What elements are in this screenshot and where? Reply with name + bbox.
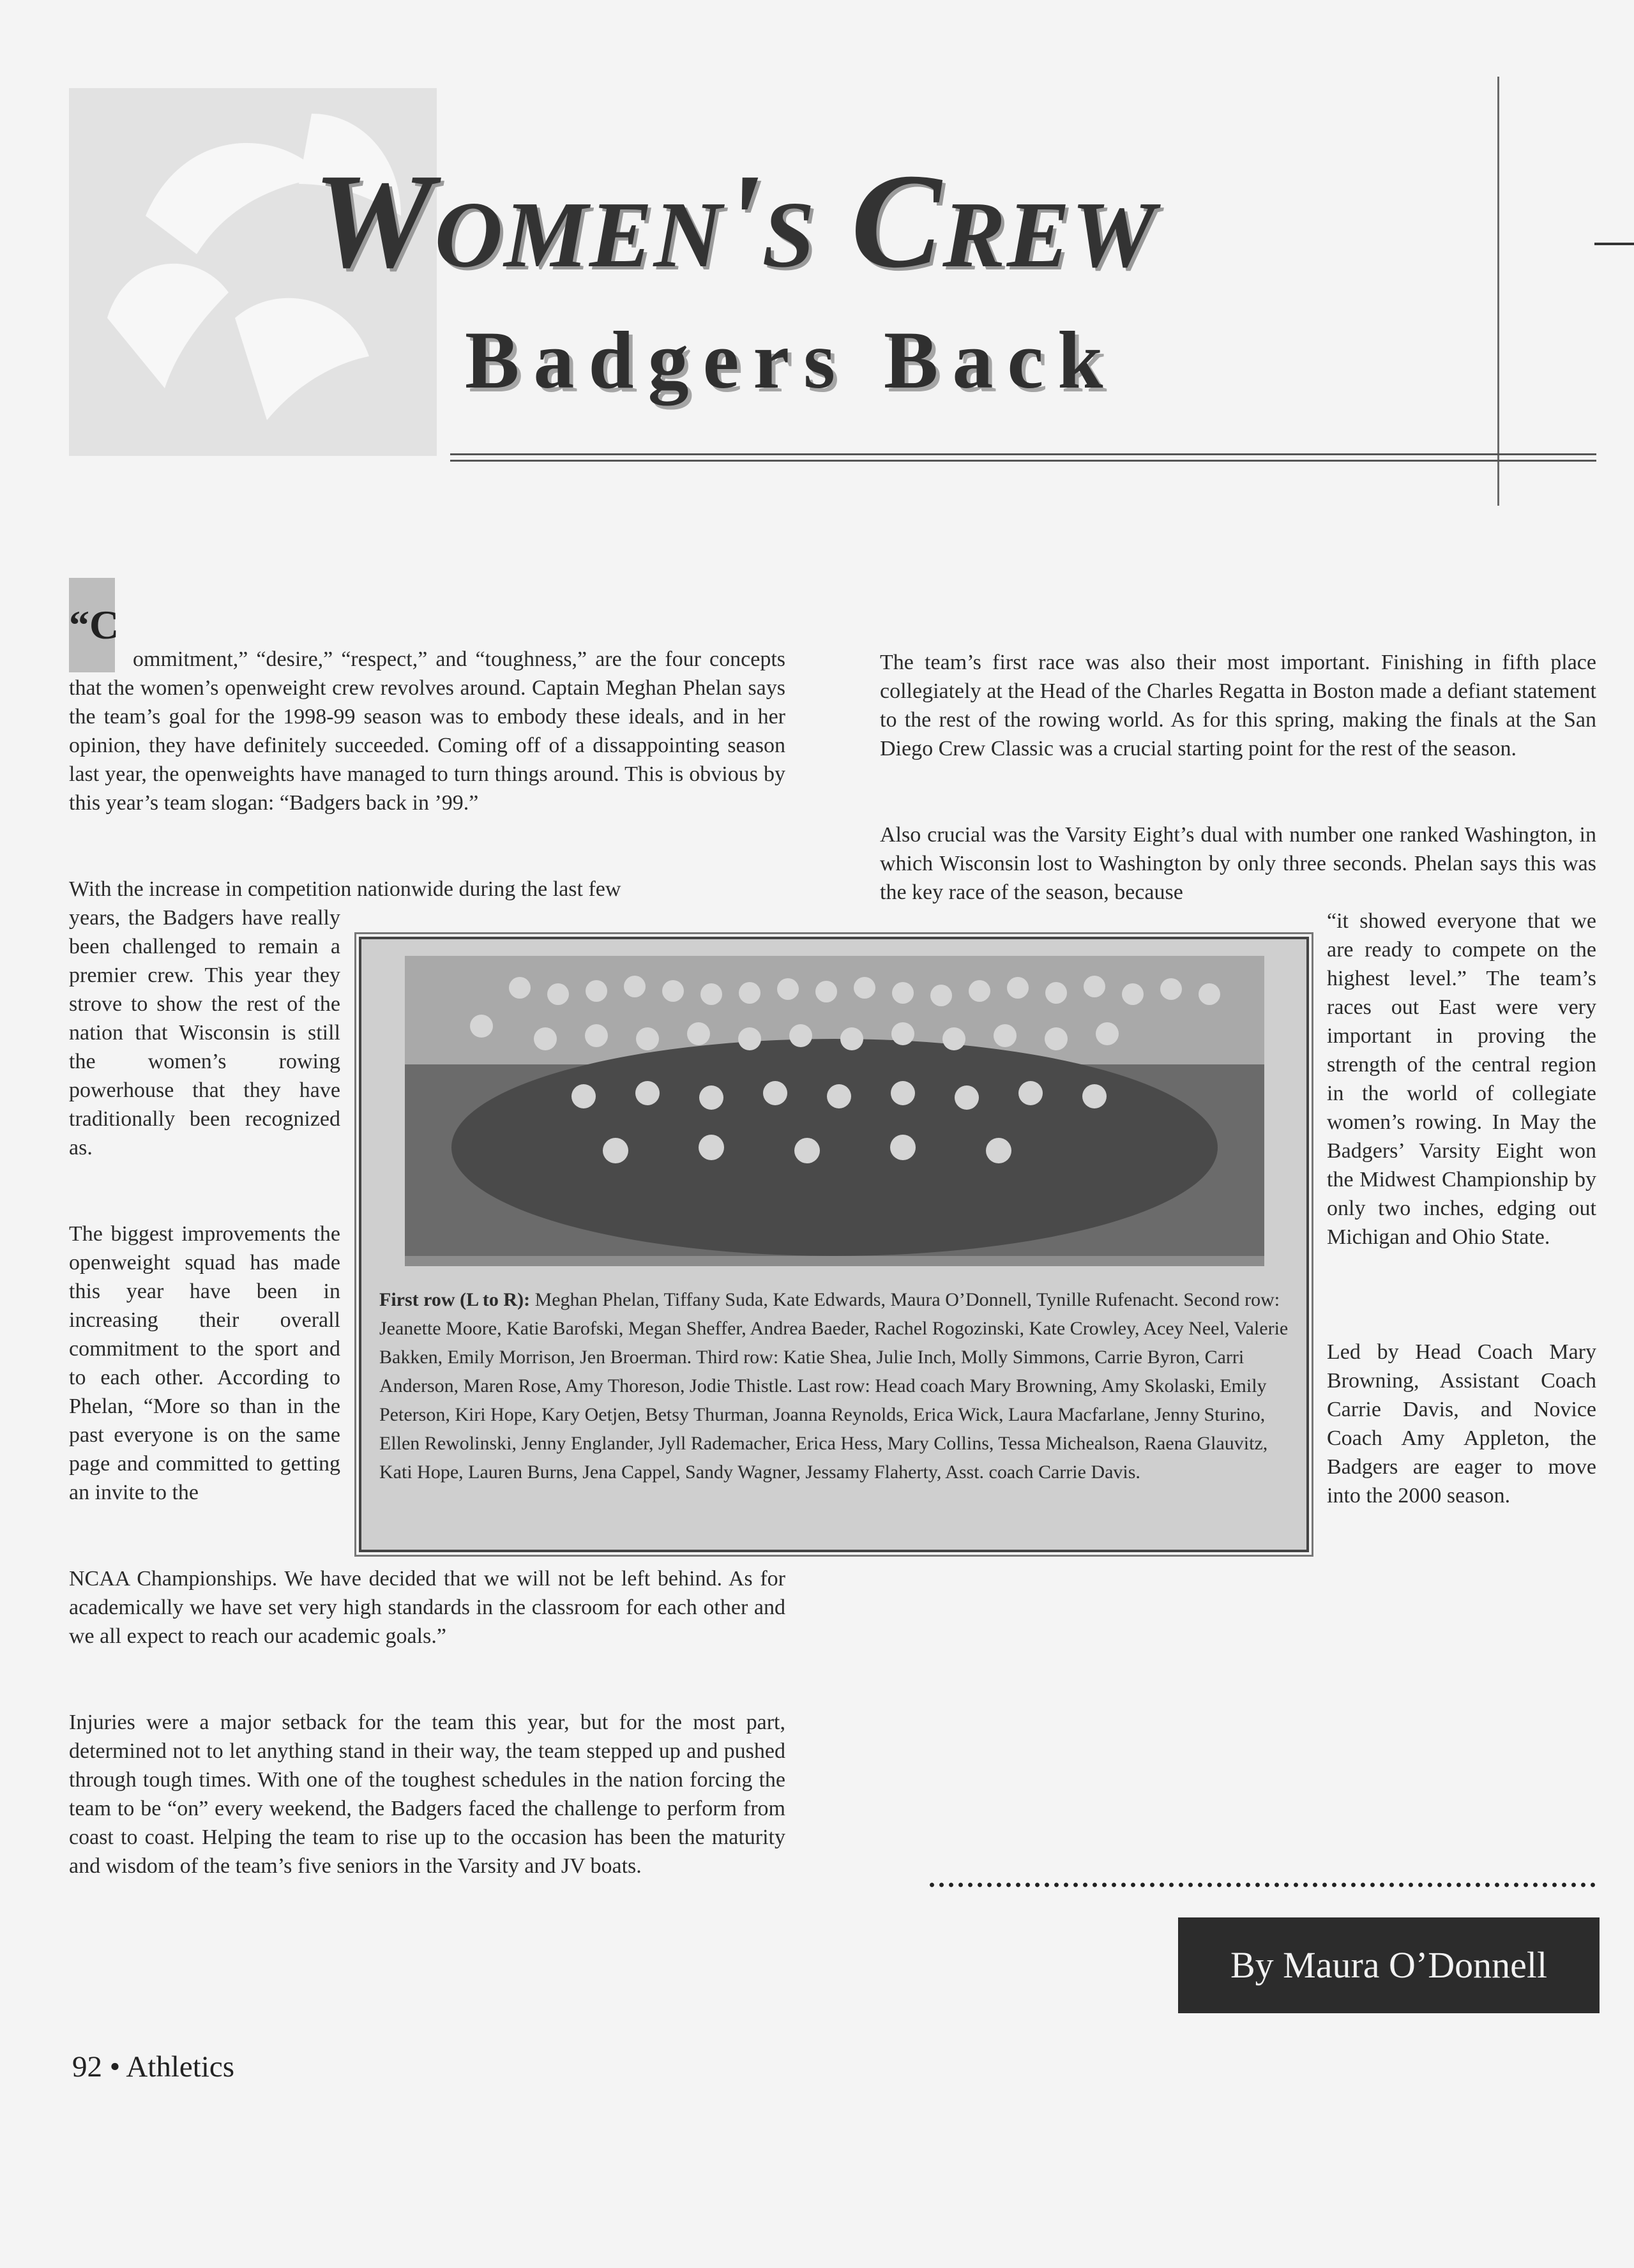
right-paragraph-2-lead: Also crucial was the Varsity Eight’s dual with number one ranked Washington, in which Wisconsin lost to Washington by only three seconds. Phelan says this was the key race of the season, because: [880, 823, 1596, 904]
dotted-divider: [927, 1882, 1598, 1887]
paragraph-4: Injuries were a major setback for the team this year, but for the most part, determined not to let anything stand in their way, the team stepped up and pushed through tough times. With one of the toughest schedules in the nation forcing the team to be “on” every weekend, the Badgers faced the challenge to perform from coast to coast. Helping the team to rise up to the occasion has been the maturity and wisdom of the team’s five seniors in the Varsity and JV boats.: [69, 1711, 785, 1878]
page-subtitle: Badgers Back: [465, 315, 1117, 405]
right-paragraph-2: “it showed everyone that we are ready to compete on the highest level.” The team’s races out East were very important in proving the strength of the central region in the world of collegiate women’s rowing. In May the Badgers’ Varsity Eight won the Midwest Championship by only two inches, edging out Michigan and Ohio State.: [1327, 909, 1596, 1249]
caption-lead: First row (L to R):: [379, 1289, 531, 1310]
right-paragraph-1: The team’s first race was also their most important. Finishing in fifth place collegiately at the Head of the Charles Regatta in Boston made a defiant statement to the rest of the rowing world. As for this spring, making the finals at the San Diego Crew Classic was a crucial starting point for the rest of the season.: [880, 651, 1596, 760]
drop-cap: “C: [69, 578, 115, 672]
paragraph-2: years, the Badgers have really been challenged to remain a premier crew. This year they strove to show the rest of the nation that Wisconsin is still the women’s rowing powerhouse that they have traditionally been recognized as.: [69, 906, 340, 1160]
paragraph-3: The biggest improvements the openweight squad has made this year have been in increasing their overall commitment to the sport and to each other. According to Phelan, “More so than in the past everyone is on the same page and committed to getting an invite to the: [69, 1222, 340, 1504]
page-title: Women's Crew: [313, 146, 1157, 296]
paragraph-1: ommitment,” “desire,” “respect,” and “toughness,” are the four concepts that the women’s openweight crew revolves around. Captain Meghan Phelan says the team’s goal for the 1998-99 season was to embody these ideals, and in her opinion, they have definitely succeeded. Coming off of a dissappointing season last year, the openweights have managed to turn things around. This is obvious by this year’s team slogan: “Badgers back in ’99.”: [69, 647, 785, 815]
team-photo: [405, 956, 1264, 1266]
byline: By Maura O’Donnell: [1230, 1944, 1548, 1986]
page-footer: 92 • Athletics: [72, 2050, 235, 2083]
decorative-vertical-rule: [1497, 77, 1499, 506]
title-rule: [450, 453, 1596, 455]
title-rule: [450, 460, 1596, 462]
photo-caption: [379, 1285, 1290, 1486]
paragraph-2-lead: With the increase in competition nationwide during the last few: [69, 877, 621, 901]
paragraph-3-end: NCAA Championships. We have decided that we will not be left behind. As for academically we have set very high standards in the classroom for each other and we all expect to reach our academic goals.”: [69, 1567, 785, 1648]
team-photo-box: [359, 937, 1309, 1552]
caption-names: Meghan Phelan, Tiffany Suda, Kate Edwards, Maura O’Donnell, Tynille Rufenacht. Second row: Jeanette Moore, Katie Barofski, Megan Sheffer, Andrea Baeder, Rachel Rogozinski, Kate Crowley, Acey Neel, Valerie Bakken, Emily Morrison, Jen Broerman. Third row: Katie Shea, Julie Inch, Molly Simmons, Carrie Byron, Carri Anderson, Maren Rose, Amy Thoreson, Jodie Thistle. Last row: Head coach Mary Browning, Amy Skolaski, Emily Peterson, Kiri Hope, Kary Oetjen, Betsy Thurman, Joanna Reynolds, Erica Wick, Laura Macfarlane, Jenny Sturino, Ellen Rewolinski, Jenny Englander, Jyll Rademacher, Erica Hess, Mary Collins, Tessa Michealson, Raena Glauvitz, Kati Hope, Lauren Burns, Jena Cappel, Sandy Wagner, Jessamy Flaherty, Asst. coach Carrie Davis.: [379, 1289, 1289, 1483]
decorative-edge-tick: [1594, 243, 1634, 245]
right-paragraph-3: Led by Head Coach Mary Browning, Assistant Coach Carrie Davis, and Novice Coach Amy Appleton, the Badgers are eager to move into the 2000 season.: [1327, 1340, 1596, 1508]
